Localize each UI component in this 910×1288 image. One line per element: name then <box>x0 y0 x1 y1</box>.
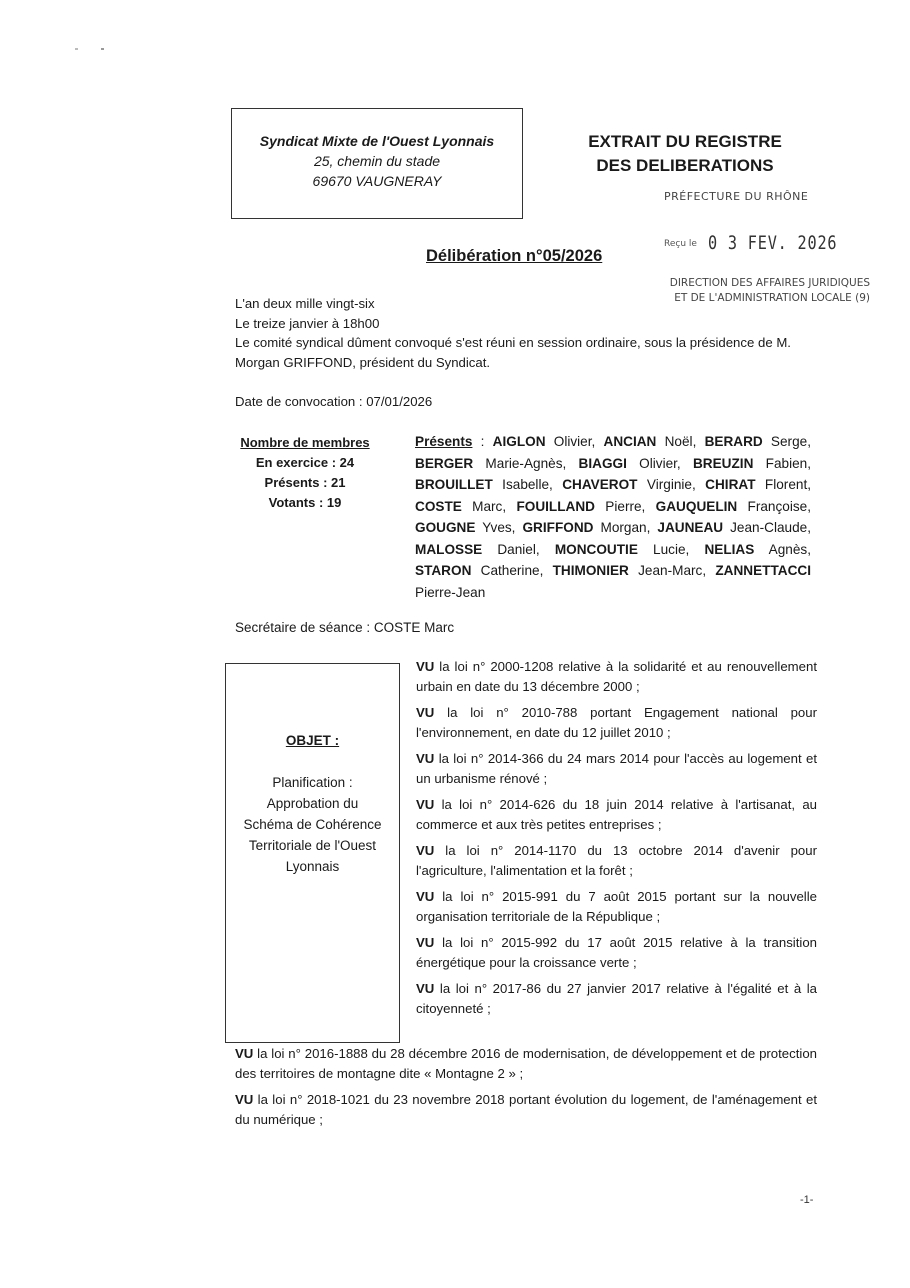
present-member-lastname: THIMONIER <box>552 563 629 578</box>
present-member-lastname: GRIFFOND <box>522 520 594 535</box>
present-member-firstname: Agnès, <box>754 541 812 557</box>
legal-reference <box>416 841 817 880</box>
scan-specks <box>75 48 115 52</box>
present-member-firstname: Yves, <box>475 520 523 535</box>
present-member-firstname: Virginie, <box>637 477 706 492</box>
subject-line: Planification : <box>272 775 353 790</box>
present-member-lastname: FOUILLAND <box>516 498 595 514</box>
stamp-prefecture: PRÉFECTURE DU RHÔNE <box>664 190 809 203</box>
present-member-lastname: MONCOUTIE <box>554 541 638 557</box>
vu-prefix: VU <box>235 1092 254 1107</box>
vu-prefix: VU <box>416 705 435 720</box>
legal-reference <box>416 933 817 972</box>
page-number: -1- <box>800 1194 814 1206</box>
legal-references-list <box>416 657 817 1025</box>
organization-box <box>231 108 523 219</box>
present-member-firstname: Olivier, <box>626 455 693 471</box>
presents-people <box>415 434 811 600</box>
document-title <box>560 130 810 178</box>
subject-title: OBJET : <box>285 733 340 748</box>
scan-speck <box>75 48 78 50</box>
legal-reference-text: la loi n° 2014-626 du 18 juin 2014 relative à l'artisanat, au commerce et aux très petites entreprises ; <box>416 797 817 832</box>
legal-references-wide-list <box>235 1044 817 1136</box>
organization-address-line1: 25, chemin du stade <box>313 153 441 169</box>
legal-reference <box>416 887 817 926</box>
present-member-firstname: Florent, <box>755 477 811 492</box>
present-member-firstname: Marie-Agnès, <box>473 455 579 471</box>
legal-reference <box>416 749 817 788</box>
legal-reference-text: la loi n° 2014-366 du 24 mars 2014 pour l'accès au logement et un urbanisme rénové ; <box>416 751 817 786</box>
present-member-lastname: CHAVEROT <box>562 477 638 492</box>
legal-reference <box>235 1090 817 1129</box>
present-member-firstname: Olivier, <box>545 434 604 449</box>
subject-line: Territoriale de l'Ouest <box>248 838 377 853</box>
vu-prefix: VU <box>416 843 435 858</box>
present-member-firstname: Catherine, <box>471 563 553 578</box>
members-votants: Votants : 19 <box>268 495 342 510</box>
vu-prefix: VU <box>416 797 435 812</box>
present-member-lastname: BERARD <box>704 434 763 449</box>
scan-speck <box>101 48 104 50</box>
present-member-lastname: BIAGGI <box>578 455 627 471</box>
legal-reference-text: la loi n° 2018-1021 du 23 novembre 2018 portant évolution du logement, de l'aménagement et du numérique ; <box>235 1092 817 1127</box>
subject-line: Schéma de Cohérence <box>243 817 382 832</box>
legal-reference <box>416 795 817 834</box>
presents-separator: : <box>472 434 493 449</box>
organization-address-line2: 69670 VAUGNERAY <box>312 173 442 189</box>
convocation-date: Date de convocation : 07/01/2026 <box>235 394 433 409</box>
vu-prefix: VU <box>416 659 435 674</box>
presents-label: Présents <box>415 434 473 449</box>
members-count <box>230 433 380 513</box>
present-member-firstname: Isabelle, <box>492 477 563 492</box>
present-member-lastname: MALOSSE <box>415 541 483 557</box>
legal-reference-text: la loi n° 2017-86 du 27 janvier 2017 relative à l'égalité et à la citoyenneté ; <box>416 981 817 1016</box>
legal-reference-text: la loi n° 2015-991 du 7 août 2015 portant sur la nouvelle organisation territoriale de la République ; <box>416 889 817 924</box>
subject-box <box>225 663 400 1043</box>
present-member-lastname: GOUGNE <box>415 520 476 535</box>
legal-reference <box>416 657 817 696</box>
present-member-firstname: Fabien, <box>753 455 811 471</box>
legal-reference-text: la loi n° 2015-992 du 17 août 2015 relative à la transition énergétique pour la croissance verte ; <box>416 935 817 970</box>
vu-prefix: VU <box>416 751 435 766</box>
present-member-lastname: NELIAS <box>704 541 755 557</box>
vu-prefix: VU <box>416 935 435 950</box>
legal-reference-text: la loi n° 2016-1888 du 28 décembre 2016 de modernisation, de développement et de protection des territoires de montagne dite « Montagne 2 » ; <box>235 1046 817 1081</box>
present-member-lastname: COSTE <box>415 498 462 514</box>
legal-reference-text: la loi n° 2014-1170 du 13 octobre 2014 d'avenir pour l'agriculture, l'alimentation et la forêt ; <box>416 843 817 878</box>
stamp-direction-line1: DIRECTION DES AFFAIRES JURIDIQUES <box>669 277 870 289</box>
present-member-lastname: ANCIAN <box>603 434 657 449</box>
legal-reference-text: la loi n° 2010-788 portant Engagement national pour l'environnement, en date du 12 juillet 2010 ; <box>416 705 817 740</box>
present-member-firstname: Pierre, <box>594 498 656 514</box>
members-heading: Nombre de membres <box>240 435 370 450</box>
present-member-firstname: Pierre-Jean <box>415 584 486 600</box>
legal-reference <box>416 703 817 742</box>
present-member-lastname: JAUNEAU <box>657 520 724 535</box>
members-en-exercice: En exercice : 24 <box>255 455 355 470</box>
stamp-received-date: 0 3 FEV. 2026 <box>708 232 838 254</box>
present-member-lastname: AIGLON <box>492 434 546 449</box>
present-member-firstname: Marc, <box>461 498 517 514</box>
present-member-lastname: BREUZIN <box>692 455 754 471</box>
present-member-lastname: BERGER <box>415 455 474 471</box>
organization-name: Syndicat Mixte de l'Ouest Lyonnais <box>259 133 495 149</box>
document-title-line2: DES DELIBERATIONS <box>596 156 774 175</box>
intro-paragraph <box>235 294 825 372</box>
present-member-firstname: Daniel, <box>482 541 555 557</box>
vu-prefix: VU <box>416 889 435 904</box>
secretary-of-session: Secrétaire de séance : COSTE Marc <box>235 620 455 635</box>
present-member-firstname: Jean-Marc, <box>628 563 716 578</box>
stamp-direction-line2: ET DE L'ADMINISTRATION LOCALE (9) <box>674 292 870 304</box>
legal-reference-text: la loi n° 2000-1208 relative à la solidarité et au renouvellement urbain en date du 13 décembre 2000 ; <box>416 659 817 694</box>
subject-line: Lyonnais <box>285 859 340 874</box>
present-member-firstname: Jean-Claude, <box>723 520 811 535</box>
intro-line-date: Le treize janvier à 18h00 <box>235 315 380 331</box>
present-member-firstname: Serge, <box>762 434 811 449</box>
present-member-lastname: STARON <box>415 563 472 578</box>
legal-reference <box>416 979 817 1018</box>
present-member-firstname: Lucie, <box>637 541 705 557</box>
stamp-received-label: Reçu le <box>664 239 697 249</box>
present-member-firstname: Noël, <box>656 434 705 449</box>
presents-list <box>415 431 811 603</box>
intro-line-year: L'an deux mille vingt-six <box>235 296 375 311</box>
vu-prefix: VU <box>416 981 435 996</box>
present-member-lastname: ZANNETTACCI <box>715 563 811 578</box>
subject-body <box>226 772 399 877</box>
deliberation-title: Délibération n°05/2026 <box>426 247 603 265</box>
subject-line: Approbation du <box>266 796 359 811</box>
legal-reference <box>235 1044 817 1083</box>
present-member-lastname: BROUILLET <box>415 477 493 492</box>
intro-line-session: Le comité syndical dûment convoqué s'est réuni en session ordinaire, sous la présidence de M. Morgan GRIFFOND, président du Syndicat. <box>235 335 791 370</box>
present-member-firstname: Françoise, <box>737 498 811 514</box>
document-title-line1: EXTRAIT DU REGISTRE <box>588 132 782 151</box>
members-presents: Présents : 21 <box>264 475 346 490</box>
vu-prefix: VU <box>235 1046 254 1061</box>
present-member-lastname: CHIRAT <box>705 477 756 492</box>
present-member-lastname: GAUQUELIN <box>655 498 738 514</box>
present-member-firstname: Morgan, <box>593 520 658 535</box>
